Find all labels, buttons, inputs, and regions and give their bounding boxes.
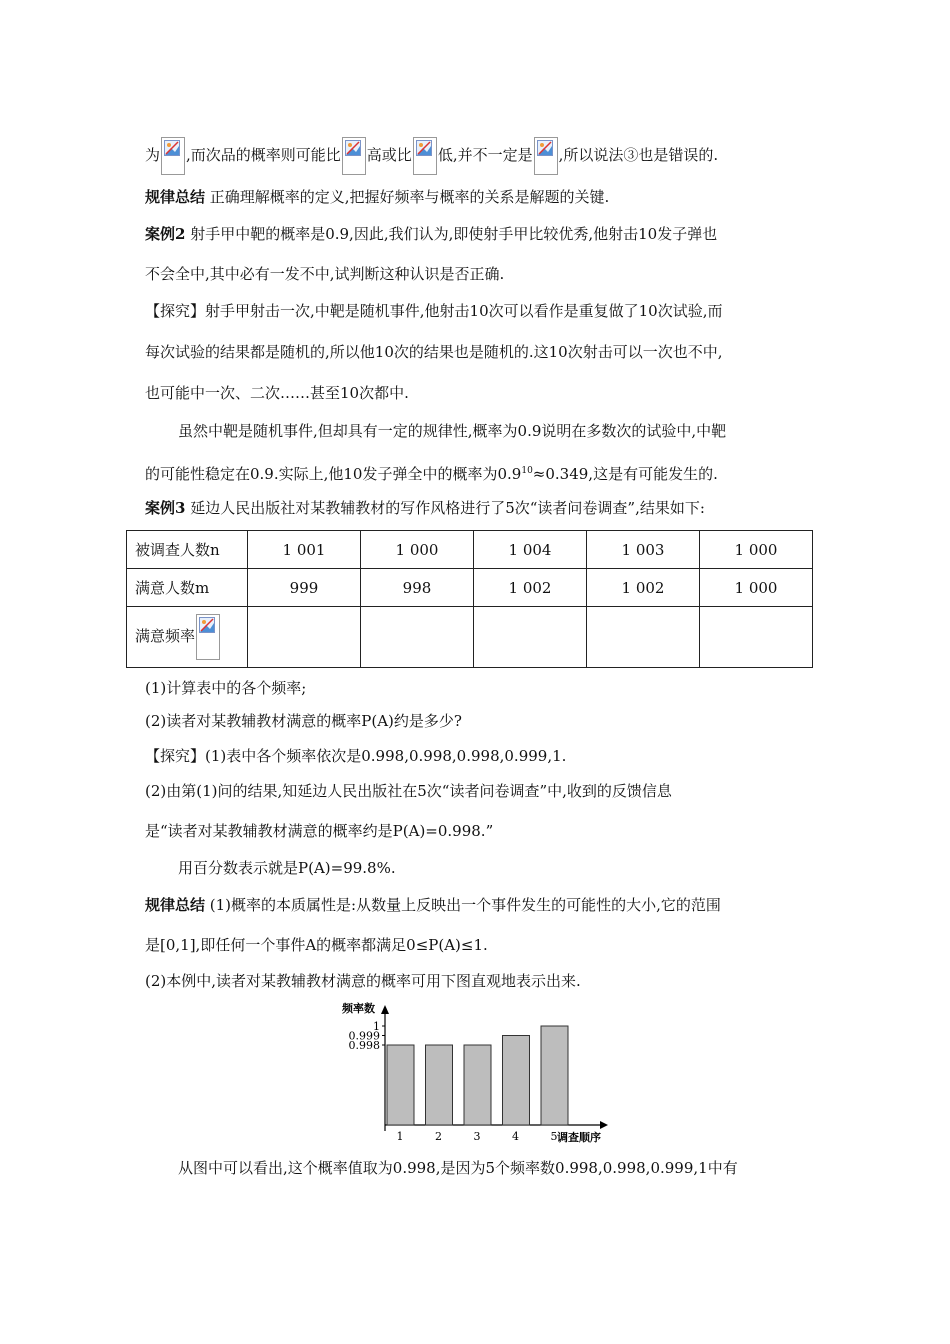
table-cell: 1 003 <box>587 531 700 569</box>
table-row <box>127 569 813 607</box>
x-axis-label: 调查顺序 <box>557 1131 601 1144</box>
broken-image-icon <box>161 137 185 175</box>
line-3 <box>145 223 717 245</box>
x-tick-label: 2 <box>435 1130 442 1143</box>
text: 满意频率 <box>135 627 196 645</box>
line-17 <box>145 894 721 916</box>
table-row <box>127 607 813 668</box>
section-label: 案例2 <box>145 225 186 243</box>
table-cell: 1 000 <box>361 531 474 569</box>
bar <box>426 1045 453 1125</box>
line-8: 虽然中靶是随机事件,但却具有一定的规律性,概率为0.9说明在多数次的试验中,中靶 <box>178 422 727 440</box>
line-12: (2)读者对某教辅教材满意的概率P(A)约是多少? <box>145 712 462 730</box>
bar <box>464 1045 491 1125</box>
table-cell <box>361 607 474 668</box>
line-18: 是[0,1],即任何一个事件A的概率都满足0≤P(A)≤1. <box>145 936 488 954</box>
frequency-bar-chart <box>330 1000 620 1150</box>
line-7: 也可能中一次、二次……甚至10次都中. <box>145 384 409 402</box>
line-20: 从图中可以看出,这个概率值取为0.998,是因为5个频率数0.998,0.998,0.999,1中有 <box>178 1159 738 1177</box>
table-row <box>127 531 813 569</box>
survey-table <box>126 530 813 668</box>
line-4: 不会全中,其中必有一发不中,试判断这种认识是否正确. <box>145 265 505 283</box>
line-13: 【探究】(1)表中各个频率依次是0.998,0.998,0.998,0.999,1. <box>145 747 567 765</box>
x-tick-label: 4 <box>512 1130 519 1143</box>
text: 为 <box>145 146 161 164</box>
table-cell <box>474 607 587 668</box>
line-10 <box>145 497 705 519</box>
y-axis-label: 频率数 <box>342 1002 375 1015</box>
row-header <box>127 607 248 668</box>
line-1 <box>145 137 718 175</box>
broken-image-icon <box>196 614 220 660</box>
y-tick-label: 0.999 <box>348 1029 380 1043</box>
table-cell <box>587 607 700 668</box>
text: 低,并不一定是 <box>437 146 533 164</box>
table-cell: 999 <box>248 569 361 607</box>
x-tick-label: 5 <box>550 1130 558 1143</box>
line-14: (2)由第(1)问的结果,知延边人民出版社在5次“读者问卷调查”中,收到的反馈信息 <box>145 782 672 800</box>
line-9 <box>145 460 718 485</box>
line-16: 用百分数表示就是P(A)=99.8%. <box>178 859 396 877</box>
bar <box>387 1045 414 1125</box>
bar <box>541 1026 568 1125</box>
table-cell: 1 000 <box>700 569 813 607</box>
line-19: (2)本例中,读者对某教辅教材满意的概率可用下图直观地表示出来. <box>145 972 581 990</box>
line-11: (1)计算表中的各个频率; <box>145 679 307 697</box>
text: ≈0.349,这是有可能发生的. <box>532 465 718 483</box>
table-cell <box>248 607 361 668</box>
line-2 <box>145 186 609 208</box>
bar <box>503 1036 530 1126</box>
text: 正确理解概率的定义,把握好频率与概率的关系是解题的关键. <box>205 188 610 206</box>
text: 高或比 <box>366 146 412 164</box>
x-tick-label: 3 <box>473 1130 481 1143</box>
broken-image-icon <box>342 137 366 175</box>
table-cell <box>700 607 813 668</box>
x-tick-label: 1 <box>396 1130 404 1143</box>
text: (1)概率的本质属性是:从数量上反映出一个事件发生的可能性的大小,它的范围 <box>205 896 721 914</box>
table-cell: 1 002 <box>474 569 587 607</box>
text: 延边人民出版社对某教辅教材的写作风格进行了5次“读者问卷调查”,结果如下: <box>185 499 705 517</box>
x-axis-arrow <box>600 1121 608 1129</box>
text: ,而次品的概率则可能比 <box>186 146 341 164</box>
table-cell: 1 004 <box>474 531 587 569</box>
section-label: 规律总结 <box>145 188 206 206</box>
table-cell: 998 <box>361 569 474 607</box>
superscript: 10 <box>521 466 533 476</box>
line-6: 每次试验的结果都是随机的,所以他10次的结果也是随机的.这10次射击可以一次也不中, <box>145 343 723 361</box>
table-cell: 1 001 <box>248 531 361 569</box>
row-header: 满意人数m <box>127 569 248 607</box>
text: 射手甲中靶的概率是0.9,因此,我们认为,即使射手甲比较优秀,他射击10发子弹也 <box>185 225 718 243</box>
text: 的可能性稳定在0.9.实际上,他10发子弹全中的概率为0.9 <box>145 465 522 483</box>
line-15: 是“读者对某教辅教材满意的概率约是P(A)=0.998.” <box>145 822 494 840</box>
table-cell: 1 002 <box>587 569 700 607</box>
broken-image-icon <box>413 137 437 175</box>
table-cell: 1 000 <box>700 531 813 569</box>
text: ,所以说法③也是错误的. <box>558 146 719 164</box>
row-header: 被调查人数n <box>127 531 248 569</box>
y-tick-label: 1 <box>373 1020 380 1033</box>
y-tick-label: 0.998 <box>348 1039 380 1052</box>
line-5: 【探究】射手甲射击一次,中靶是随机事件,他射击10次可以看作是重复做了10次试验,而 <box>145 302 723 320</box>
section-label: 规律总结 <box>145 896 206 914</box>
section-label: 案例3 <box>145 499 186 517</box>
broken-image-icon <box>534 137 558 175</box>
y-axis-arrow <box>381 1005 389 1014</box>
